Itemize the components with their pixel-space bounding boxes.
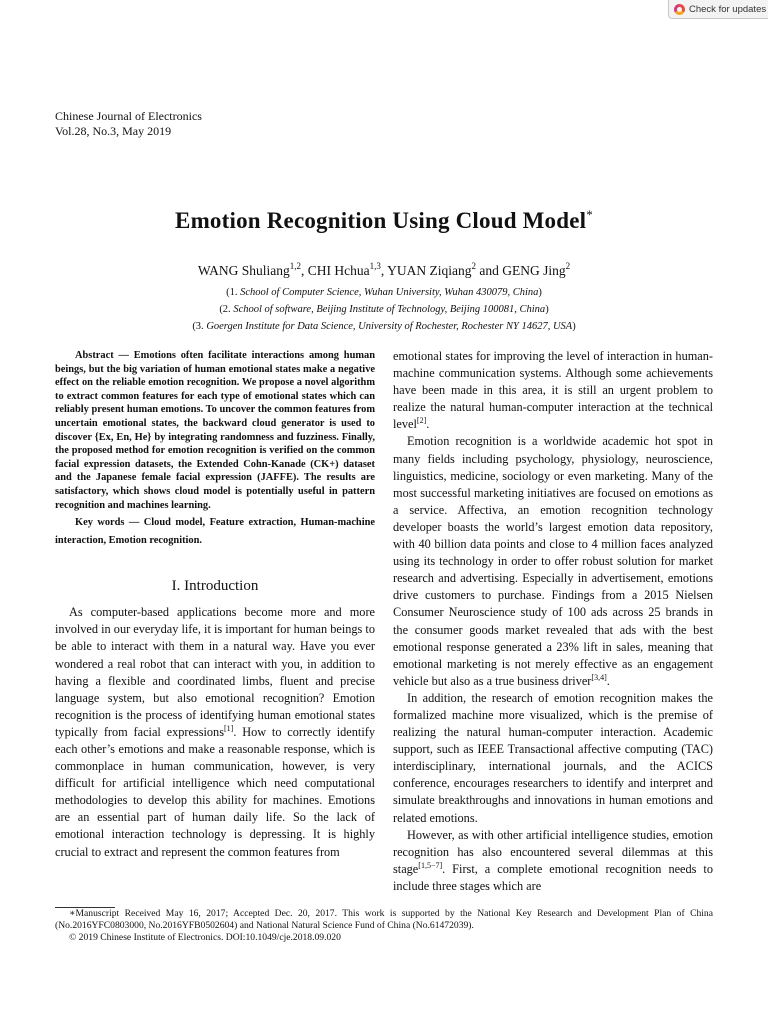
author-name: YUAN Ziqiang [387, 263, 472, 278]
paragraph-text: . How to correctly identify each other’s emotions and make a reasonable response, which is commonplace in human communication, however, is very difficult for artificial intelligence which need computational methodologies to develop this ability for machines. Emotions are an essential part of human daily life. So the lack of emotional interaction technology is depressing. It is highly crucial to extract and represent the common features from [55, 724, 375, 859]
paragraph-text: However, as with other artificial intelligence studies, emotion recognition has also encountered several dilemmas at this stage [393, 827, 713, 876]
affiliation-text: Goergen Institute for Data Science, University of Rochester, Rochester NY 14627, USA [206, 321, 573, 332]
intro-paragraph [393, 827, 713, 895]
author-separator: , [380, 263, 388, 278]
author-affiliation: 2 [471, 261, 476, 271]
paragraph-text: . First, a complete emotional recognition needs to include three stages which are [393, 861, 713, 893]
paragraph-text: emotional states for improving the level of interaction in human-machine communication systems. Although some achievements have been made in this area, it is still an urgent problem to realize the natural human-computer interaction at the technical level [393, 349, 713, 432]
affiliation-text: School of Computer Science, Wuhan University, Wuhan 430079, China [240, 287, 539, 298]
keywords: Key words — Cloud model, Feature extraction, Human-machine interaction, Emotion recognition. [55, 517, 375, 547]
check-for-updates-label: Check for updates [689, 3, 767, 15]
author-separator: , [301, 263, 308, 278]
affiliation-number: (2. [219, 304, 231, 315]
affiliation-number: (3. [192, 321, 204, 332]
affiliation-1 [0, 287, 768, 298]
author-affiliation: 1,2 [289, 261, 301, 271]
citation: [3,4] [591, 672, 607, 682]
intro-paragraph [393, 690, 713, 827]
footnote-manuscript: ∗Manuscript Received May 16, 2017; Accepted Dec. 20, 2017. This work is supported by the National Key Research and Development Plan of China (No.2016YFC0803000, No.2016YFB0502604) and National Natural Science Fund of China (No.61472039). [55, 908, 713, 931]
paragraph-text: . [606, 673, 610, 688]
affiliation-text: School of software, Beijing Institute of Technology, Beijing 100081, China [233, 304, 546, 315]
intro-paragraph [393, 348, 713, 433]
author-name: GENG Jing [502, 263, 566, 278]
affiliation-close: ) [538, 287, 542, 298]
author-affiliation: 2 [565, 261, 571, 271]
author-name: WANG Shuliang [197, 263, 290, 278]
intro-paragraph [393, 433, 713, 689]
paragraph-text: Emotion recognition is a worldwide academic hot spot in many fields including psychology, physiology, neuroscience, linguistics, medicine, sociology or even marketing. Many of the most successful marketing initiatives are focused on emotions as a service. Affectiva, an emotion recognition technology developer boasts the world’s largest emotion data repository, with 40 billion data points and close to 4 million faces analyzed using its technology in order to offer robust solution for market research and advertising. Especially in advertisement, emotions drive customers to purchase. Findings from a 2015 Nielsen Consumer Neuroscience study of 100 ads across 25 brands in the consumer goods market revealed that ads with the best emotional response generated a 23% lift in sales, meaning that emotional marketing is not merely effective as an engagement vehicle but also as a true business driver [393, 434, 713, 688]
paragraph-text: In addition, the research of emotion recognition makes the formalized machine more visualized, which is the premise of realizing the natural human-computer interaction. Academic support, such as IEEE Transactional affective computing (TAC) interdisciplinary, international journals, and the ACICS conference, encourages researchers to identify and interpret and simulate breakthroughs and innovations in human emotions and related emotions. [393, 690, 713, 825]
author-list [0, 261, 768, 279]
right-column [393, 348, 713, 895]
paper-title [0, 207, 768, 234]
paper-title-text: Emotion Recognition Using Cloud Model [175, 208, 587, 233]
check-for-updates-button[interactable] [668, 0, 768, 19]
footnote-copyright: © 2019 Chinese Institute of Electronics. DOI:10.1049/cje.2018.09.020 [69, 931, 341, 943]
crossmark-icon [674, 4, 685, 15]
journal-name: Chinese Journal of Electronics [55, 109, 202, 123]
author-affiliation: 1,3 [369, 261, 381, 271]
affiliation-close: ) [545, 304, 549, 315]
citation: [2] [416, 416, 427, 426]
affiliation-number: (1. [226, 287, 238, 298]
affiliation-close: ) [572, 321, 576, 332]
left-column [55, 349, 375, 861]
affiliation-2 [0, 304, 768, 315]
abstract: Abstract — Emotions often facilitate interactions among human beings, but the big variation of human emotional states make a negative effect on the reliable emotion recognition. We propose a novel algorithm to extract common features for each type of emotional states which can reliably present human emotions. To uncover the common features from uncertain emotional states, the backward cloud generator is used to discover {Ex, En, He} by integrating randomness and fuzziness. Finally, the proposed method for emotion recognition is verified on the common facial expression datasets, the Extended Cohn-Kanade (CK+) dataset and the Japanese female facial expression (JAFFE). The results are satisfactory, which shows cloud model is potentially useful in pattern recognition and machines learning. [55, 350, 375, 511]
paragraph-text: . [426, 417, 430, 432]
author-name: CHI Hchua [307, 263, 370, 278]
author-separator: and [475, 263, 503, 278]
footnote [55, 908, 713, 943]
paragraph-text: As computer-based applications become more and more involved in our everyday life, it is important for human beings to be able to interact with them in a natural way. Have you ever wondered a real robot that can interact with you, in addition to having a flexible and coordinated limbs, fluent and precise language system, but also emotional recognition? Emotion recognition is the process of identifying human emotional states typically from facial expressions [55, 605, 375, 739]
citation: [1,5−7] [418, 860, 443, 870]
title-footnote-mark: * [586, 207, 593, 222]
journal-volume: Vol.28, No.3, May 2019 [55, 124, 172, 138]
intro-paragraph [55, 604, 375, 860]
affiliation-3 [0, 321, 768, 332]
citation: [1] [224, 723, 234, 733]
section-heading-introduction: I. Introduction [171, 578, 259, 595]
